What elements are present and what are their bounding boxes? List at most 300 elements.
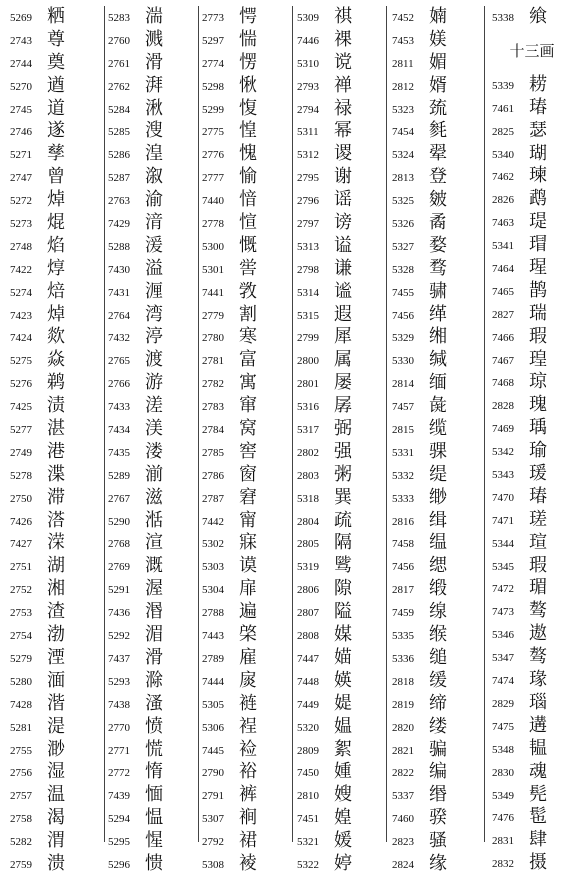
entry-character: 愦 bbox=[145, 852, 163, 874]
entry-number: 2819 bbox=[392, 698, 414, 711]
entry-character: 骕 bbox=[429, 280, 447, 302]
entry-character: 婺 bbox=[429, 234, 447, 256]
entry-number: 7470 bbox=[492, 491, 514, 504]
entry-number: 2746 bbox=[10, 126, 32, 139]
entry-number: 2771 bbox=[108, 744, 130, 757]
entry-character: 湾 bbox=[145, 303, 163, 325]
entry-number: 2787 bbox=[202, 492, 224, 505]
entry-number: 5297 bbox=[202, 34, 224, 47]
entry-character: 媞 bbox=[334, 692, 352, 714]
entry-character: 窖 bbox=[239, 440, 257, 462]
entry-character: 缘 bbox=[429, 852, 447, 874]
entry-number: 2817 bbox=[392, 584, 414, 597]
entry-number: 2788 bbox=[202, 607, 224, 620]
entry-character: 渺 bbox=[47, 738, 65, 760]
entry-character: 弼 bbox=[334, 418, 352, 440]
entry-number: 7463 bbox=[492, 217, 514, 230]
entry-number: 7462 bbox=[492, 171, 514, 184]
entry-character: 谦 bbox=[334, 257, 352, 279]
entry-character: 窘 bbox=[239, 486, 257, 508]
entry-character: 缕 bbox=[429, 715, 447, 737]
entry-character: 溃 bbox=[47, 852, 65, 874]
entry-number: 7433 bbox=[108, 401, 130, 414]
entry-number: 7461 bbox=[492, 102, 514, 115]
entry-character: 瑓 bbox=[529, 165, 547, 187]
entry-number: 5310 bbox=[297, 57, 319, 70]
entry-character: 溚 bbox=[47, 509, 65, 531]
entry-number: 2750 bbox=[10, 492, 32, 505]
entry-number: 5331 bbox=[392, 446, 414, 459]
entry-character: 窝 bbox=[239, 418, 257, 440]
entry-character: 瑀 bbox=[529, 417, 547, 439]
entry-character: 谧 bbox=[334, 280, 352, 302]
entry-character: 彘 bbox=[429, 395, 447, 417]
entry-character: 裙 bbox=[239, 830, 257, 852]
entry-character: 湣 bbox=[145, 601, 163, 623]
entry-character: 奠 bbox=[47, 51, 65, 73]
entry-number: 5306 bbox=[202, 721, 224, 734]
entry-character: 疏 bbox=[334, 509, 352, 531]
entry-character: 缆 bbox=[429, 418, 447, 440]
entry-number: 2790 bbox=[202, 767, 224, 780]
entry-number: 5299 bbox=[202, 103, 224, 116]
entry-number: 2797 bbox=[297, 218, 319, 231]
entry-character: 缗 bbox=[429, 784, 447, 806]
entry-character: 孳 bbox=[47, 143, 65, 165]
entry-number: 5341 bbox=[492, 240, 514, 253]
entry-number: 7443 bbox=[202, 630, 224, 643]
entry-character: 湘 bbox=[47, 578, 65, 600]
entry-character: 愐 bbox=[145, 784, 163, 806]
entry-number: 5305 bbox=[202, 698, 224, 711]
entry-character: 瑑 bbox=[529, 669, 547, 691]
entry-character: 骛 bbox=[429, 257, 447, 279]
entry-number: 5339 bbox=[492, 79, 514, 92]
entry-number: 2823 bbox=[392, 836, 414, 849]
entry-number: 2769 bbox=[108, 561, 130, 574]
entry-number: 2758 bbox=[10, 813, 32, 826]
entry-number: 7450 bbox=[297, 767, 319, 780]
entry-number: 7435 bbox=[108, 446, 130, 459]
entry-number: 7471 bbox=[492, 514, 514, 527]
entry-character: 骜 bbox=[529, 646, 547, 668]
entry-number: 2830 bbox=[492, 766, 514, 779]
entry-character: 愣 bbox=[239, 51, 257, 73]
entry-character: 瑃 bbox=[529, 96, 547, 118]
entry-number: 5313 bbox=[297, 240, 319, 253]
entry-number: 7457 bbox=[392, 401, 414, 414]
entry-character: 慌 bbox=[145, 738, 163, 760]
entry-character: 粥 bbox=[334, 463, 352, 485]
entry-number: 2757 bbox=[10, 790, 32, 803]
entry-character: 溢 bbox=[145, 257, 163, 279]
entry-number: 5291 bbox=[108, 584, 130, 597]
entry-number: 2779 bbox=[202, 309, 224, 322]
entry-number: 5314 bbox=[297, 286, 319, 299]
entry-character: 湹 bbox=[145, 280, 163, 302]
entry-character: 缐 bbox=[429, 601, 447, 623]
entry-character: 隙 bbox=[334, 578, 352, 600]
entry-number: 2818 bbox=[392, 675, 414, 688]
entry-character: 瑜 bbox=[529, 440, 547, 462]
entry-number: 5317 bbox=[297, 424, 319, 437]
entry-number: 7453 bbox=[392, 34, 414, 47]
entry-number: 2786 bbox=[202, 469, 224, 482]
entry-number: 2778 bbox=[202, 218, 224, 231]
entry-character: 缑 bbox=[429, 624, 447, 646]
entry-character: 溞 bbox=[145, 692, 163, 714]
entry-number: 7476 bbox=[492, 812, 514, 825]
entry-number: 5290 bbox=[108, 515, 130, 528]
entry-character: 缈 bbox=[429, 486, 447, 508]
column-divider bbox=[484, 6, 485, 842]
entry-character: 遒 bbox=[47, 74, 65, 96]
entry-number: 7439 bbox=[108, 790, 130, 803]
entry-character: 髡 bbox=[529, 783, 547, 805]
entry-character: 毵 bbox=[429, 120, 447, 142]
entry-number: 2799 bbox=[297, 332, 319, 345]
entry-character: 缉 bbox=[429, 509, 447, 531]
entry-character: 欻 bbox=[47, 326, 65, 348]
entry-character: 琼 bbox=[529, 371, 547, 393]
entry-character: 渼 bbox=[145, 418, 163, 440]
entry-number: 5293 bbox=[108, 675, 130, 688]
entry-number: 7472 bbox=[492, 583, 514, 596]
entry-number: 5301 bbox=[202, 263, 224, 276]
entry-number: 7452 bbox=[392, 12, 414, 24]
entry-number: 2804 bbox=[297, 515, 319, 528]
entry-number: 7469 bbox=[492, 423, 514, 436]
entry-character: 愃 bbox=[239, 212, 257, 234]
entry-number: 2810 bbox=[297, 790, 319, 803]
entry-number: 7459 bbox=[392, 607, 414, 620]
entry-character: 鹉 bbox=[529, 188, 547, 210]
entry-number: 2745 bbox=[10, 103, 32, 116]
entry-number: 5285 bbox=[108, 126, 130, 139]
column-divider bbox=[198, 6, 199, 842]
entry-number: 2754 bbox=[10, 630, 32, 643]
entry-character: 溠 bbox=[145, 395, 163, 417]
entry-character: 温 bbox=[47, 784, 65, 806]
entry-number: 2807 bbox=[297, 607, 319, 620]
entry-number: 2791 bbox=[202, 790, 224, 803]
entry-character: 瑰 bbox=[529, 394, 547, 416]
entry-number: 5273 bbox=[10, 218, 32, 231]
entry-character: 湫 bbox=[145, 97, 163, 119]
entry-character: 渴 bbox=[47, 807, 65, 829]
entry-character: 骘 bbox=[334, 555, 352, 577]
entry-number: 7428 bbox=[10, 698, 32, 711]
entry-character: 愔 bbox=[239, 189, 257, 211]
entry-character: 湄 bbox=[145, 624, 163, 646]
entry-character: 湎 bbox=[47, 669, 65, 691]
entry-number: 2825 bbox=[492, 125, 514, 138]
entry-character: 摄 bbox=[529, 852, 547, 874]
entry-character: 媛 bbox=[334, 830, 352, 852]
entry-character: 窗 bbox=[239, 463, 257, 485]
entry-number: 2755 bbox=[10, 744, 32, 757]
entry-number: 2793 bbox=[297, 80, 319, 93]
entry-number: 2795 bbox=[297, 172, 319, 185]
entry-character: 粞 bbox=[47, 6, 65, 27]
entry-number: 7437 bbox=[108, 652, 130, 665]
entry-number: 5270 bbox=[10, 80, 32, 93]
entry-number: 5319 bbox=[297, 561, 319, 574]
entry-character: 缓 bbox=[429, 669, 447, 691]
column-divider bbox=[104, 6, 105, 842]
entry-number: 5275 bbox=[10, 355, 32, 368]
entry-character: 禅 bbox=[334, 74, 352, 96]
entry-number: 5308 bbox=[202, 858, 224, 871]
entry-number: 2831 bbox=[492, 835, 514, 848]
entry-character: 溅 bbox=[145, 28, 163, 50]
entry-character: 尊 bbox=[47, 28, 65, 50]
entry-number: 2747 bbox=[10, 172, 32, 185]
entry-number: 2832 bbox=[492, 858, 514, 871]
entry-number: 2805 bbox=[297, 538, 319, 551]
entry-number: 5316 bbox=[297, 401, 319, 414]
entry-character: 瑟 bbox=[529, 119, 547, 141]
entry-number: 2796 bbox=[297, 195, 319, 208]
entry-number: 5272 bbox=[10, 195, 32, 208]
entry-number: 7445 bbox=[202, 744, 224, 757]
entry-character: 惰 bbox=[145, 761, 163, 783]
entry-character: 肆 bbox=[529, 829, 547, 851]
entry-number: 5292 bbox=[108, 630, 130, 643]
entry-character: 惴 bbox=[239, 28, 257, 50]
entry-number: 2785 bbox=[202, 446, 224, 459]
entry-number: 7466 bbox=[492, 331, 514, 344]
entry-character: 滁 bbox=[145, 669, 163, 691]
entry-number: 7449 bbox=[297, 698, 319, 711]
entry-character: 谠 bbox=[334, 51, 352, 73]
entry-number: 2812 bbox=[392, 80, 414, 93]
entry-number: 2752 bbox=[10, 584, 32, 597]
entry-character: 富 bbox=[239, 349, 257, 371]
entry-character: 鹈 bbox=[47, 372, 65, 394]
entry-character: 婿 bbox=[429, 74, 447, 96]
entry-character: 愉 bbox=[239, 166, 257, 188]
entry-character: 焱 bbox=[47, 349, 65, 371]
entry-character: 湃 bbox=[145, 74, 163, 96]
entry-number: 2772 bbox=[108, 767, 130, 780]
entry-character: 缄 bbox=[429, 349, 447, 371]
entry-character: 湉 bbox=[145, 509, 163, 531]
entry-character: 雇 bbox=[239, 646, 257, 668]
entry-number: 2827 bbox=[492, 308, 514, 321]
entry-character: 溆 bbox=[145, 166, 163, 188]
entry-number: 2780 bbox=[202, 332, 224, 345]
entry-character: 瑞 bbox=[529, 302, 547, 324]
entry-number: 7422 bbox=[10, 263, 32, 276]
entry-character: 溉 bbox=[145, 555, 163, 577]
entry-number: 5289 bbox=[108, 469, 130, 482]
entry-number: 5333 bbox=[392, 492, 414, 505]
entry-number: 5271 bbox=[10, 149, 32, 162]
entry-number: 2767 bbox=[108, 492, 130, 505]
entry-number: 2794 bbox=[297, 103, 319, 116]
entry-number: 5287 bbox=[108, 172, 130, 185]
entry-number: 5344 bbox=[492, 537, 514, 550]
entry-character: 缎 bbox=[429, 578, 447, 600]
entry-number: 2756 bbox=[10, 767, 32, 780]
entry-character: 皴 bbox=[429, 189, 447, 211]
entry-character: 遂 bbox=[47, 120, 65, 142]
entry-number: 2811 bbox=[392, 57, 414, 70]
entry-character: 魂 bbox=[529, 760, 547, 782]
entry-number: 5269 bbox=[10, 12, 32, 24]
entry-character: 媑 bbox=[334, 761, 352, 783]
entry-number: 7431 bbox=[108, 286, 130, 299]
entry-character: 缊 bbox=[429, 532, 447, 554]
entry-number: 5322 bbox=[297, 858, 319, 871]
entry-number: 5348 bbox=[492, 743, 514, 756]
entry-number: 2824 bbox=[392, 858, 414, 871]
entry-number: 7434 bbox=[108, 424, 130, 437]
entry-number: 7444 bbox=[202, 675, 224, 688]
entry-character: 瑁 bbox=[529, 234, 547, 256]
entry-number: 5315 bbox=[297, 309, 319, 322]
entry-character: 湲 bbox=[145, 234, 163, 256]
column-divider bbox=[386, 6, 387, 842]
entry-number: 5337 bbox=[392, 790, 414, 803]
entry-number: 5312 bbox=[297, 149, 319, 162]
entry-character: 瑝 bbox=[529, 348, 547, 370]
entry-character: 溲 bbox=[145, 120, 163, 142]
entry-character: 骒 bbox=[429, 440, 447, 462]
entry-number: 7447 bbox=[297, 652, 319, 665]
entry-number: 2753 bbox=[10, 607, 32, 620]
entry-number: 2768 bbox=[108, 538, 130, 551]
entry-character: 湿 bbox=[47, 761, 65, 783]
entry-character: 巯 bbox=[429, 97, 447, 119]
entry-character: 瑗 bbox=[529, 463, 547, 485]
entry-character: 缃 bbox=[429, 326, 447, 348]
entry-number: 5340 bbox=[492, 148, 514, 161]
entry-character: 嫂 bbox=[334, 784, 352, 806]
entry-character: 渤 bbox=[47, 624, 65, 646]
entry-character: 渍 bbox=[47, 395, 65, 417]
entry-character: 喾 bbox=[239, 257, 257, 279]
entry-character: 缅 bbox=[429, 372, 447, 394]
entry-number: 7440 bbox=[202, 195, 224, 208]
entry-character: 媄 bbox=[429, 28, 447, 50]
entry-character: 祺 bbox=[334, 6, 352, 27]
entry-character: 棨 bbox=[239, 624, 257, 646]
entry-character: 瑚 bbox=[529, 142, 547, 164]
entry-character: 焜 bbox=[47, 212, 65, 234]
entry-character: 登 bbox=[429, 166, 447, 188]
entry-number: 5338 bbox=[492, 12, 514, 24]
entry-character: 婷 bbox=[334, 852, 352, 874]
entry-character: 瑆 bbox=[529, 257, 547, 279]
entry-character: 谥 bbox=[334, 234, 352, 256]
entry-character: 骗 bbox=[429, 738, 447, 760]
entry-number: 2826 bbox=[492, 194, 514, 207]
entry-character: 瑄 bbox=[529, 531, 547, 553]
entry-number: 5332 bbox=[392, 469, 414, 482]
entry-character: 孱 bbox=[334, 395, 352, 417]
entry-number: 2774 bbox=[202, 57, 224, 70]
entry-number: 2743 bbox=[10, 34, 32, 47]
entry-character: 渡 bbox=[145, 349, 163, 371]
entry-character: 谣 bbox=[334, 189, 352, 211]
entry-number: 5296 bbox=[108, 858, 130, 871]
entry-number: 5328 bbox=[392, 263, 414, 276]
entry-number: 7467 bbox=[492, 354, 514, 367]
entry-number: 5302 bbox=[202, 538, 224, 551]
entry-character: 裤 bbox=[239, 784, 257, 806]
entry-number: 2766 bbox=[108, 378, 130, 391]
entry-character: 谤 bbox=[334, 212, 352, 234]
entry-character: 瑕 bbox=[529, 325, 547, 347]
entry-number: 7424 bbox=[10, 332, 32, 345]
entry-character: 鹊 bbox=[529, 279, 547, 301]
entry-character: 渭 bbox=[47, 830, 65, 852]
entry-number: 2829 bbox=[492, 697, 514, 710]
entry-number: 5321 bbox=[297, 836, 319, 849]
entry-number: 2759 bbox=[10, 858, 32, 871]
entry-character: 缒 bbox=[429, 646, 447, 668]
entry-number: 2821 bbox=[392, 744, 414, 757]
entry-character: 骜 bbox=[529, 600, 547, 622]
entry-number: 7451 bbox=[297, 813, 319, 826]
entry-number: 2820 bbox=[392, 721, 414, 734]
entry-character: 渥 bbox=[145, 578, 163, 600]
entry-number: 5309 bbox=[297, 12, 319, 24]
entry-number: 7438 bbox=[108, 698, 130, 711]
entry-number: 5281 bbox=[10, 721, 32, 734]
entry-number: 2816 bbox=[392, 515, 414, 528]
entry-number: 5277 bbox=[10, 424, 32, 437]
entry-number: 7448 bbox=[297, 675, 319, 688]
entry-character: 裥 bbox=[239, 807, 257, 829]
entry-number: 5320 bbox=[297, 721, 319, 734]
entry-character: 飨 bbox=[529, 6, 547, 27]
entry-character: 媌 bbox=[334, 646, 352, 668]
entry-character: 愧 bbox=[239, 143, 257, 165]
entry-character: 曾 bbox=[47, 166, 65, 188]
entry-number: 5307 bbox=[202, 813, 224, 826]
entry-number: 5318 bbox=[297, 492, 319, 505]
entry-character: 渣 bbox=[47, 601, 65, 623]
entry-number: 2801 bbox=[297, 378, 319, 391]
entry-character: 焰 bbox=[47, 234, 65, 256]
entry-number: 5288 bbox=[108, 240, 130, 253]
entry-character: 湔 bbox=[145, 463, 163, 485]
entry-character: 谢 bbox=[334, 166, 352, 188]
entry-number: 2776 bbox=[202, 149, 224, 162]
entry-character: 焙 bbox=[47, 280, 65, 302]
entry-number: 2813 bbox=[392, 172, 414, 185]
entry-character: 遨 bbox=[529, 623, 547, 645]
entry-character: 絮 bbox=[334, 738, 352, 760]
entry-character: 强 bbox=[334, 440, 352, 462]
entry-number: 7468 bbox=[492, 377, 514, 390]
entry-number: 2770 bbox=[108, 721, 130, 734]
entry-number: 5330 bbox=[392, 355, 414, 368]
entry-character: 禄 bbox=[334, 97, 352, 119]
entry-character: 骚 bbox=[429, 830, 447, 852]
stroke-count-heading: 十三画 bbox=[509, 41, 555, 60]
entry-number: 2808 bbox=[297, 630, 319, 643]
entry-character: 媓 bbox=[334, 807, 352, 829]
entry-character: 溇 bbox=[145, 440, 163, 462]
entry-character: 缔 bbox=[429, 692, 447, 714]
entry-number: 2782 bbox=[202, 378, 224, 391]
entry-number: 2744 bbox=[10, 57, 32, 70]
entry-character: 祼 bbox=[334, 28, 352, 50]
